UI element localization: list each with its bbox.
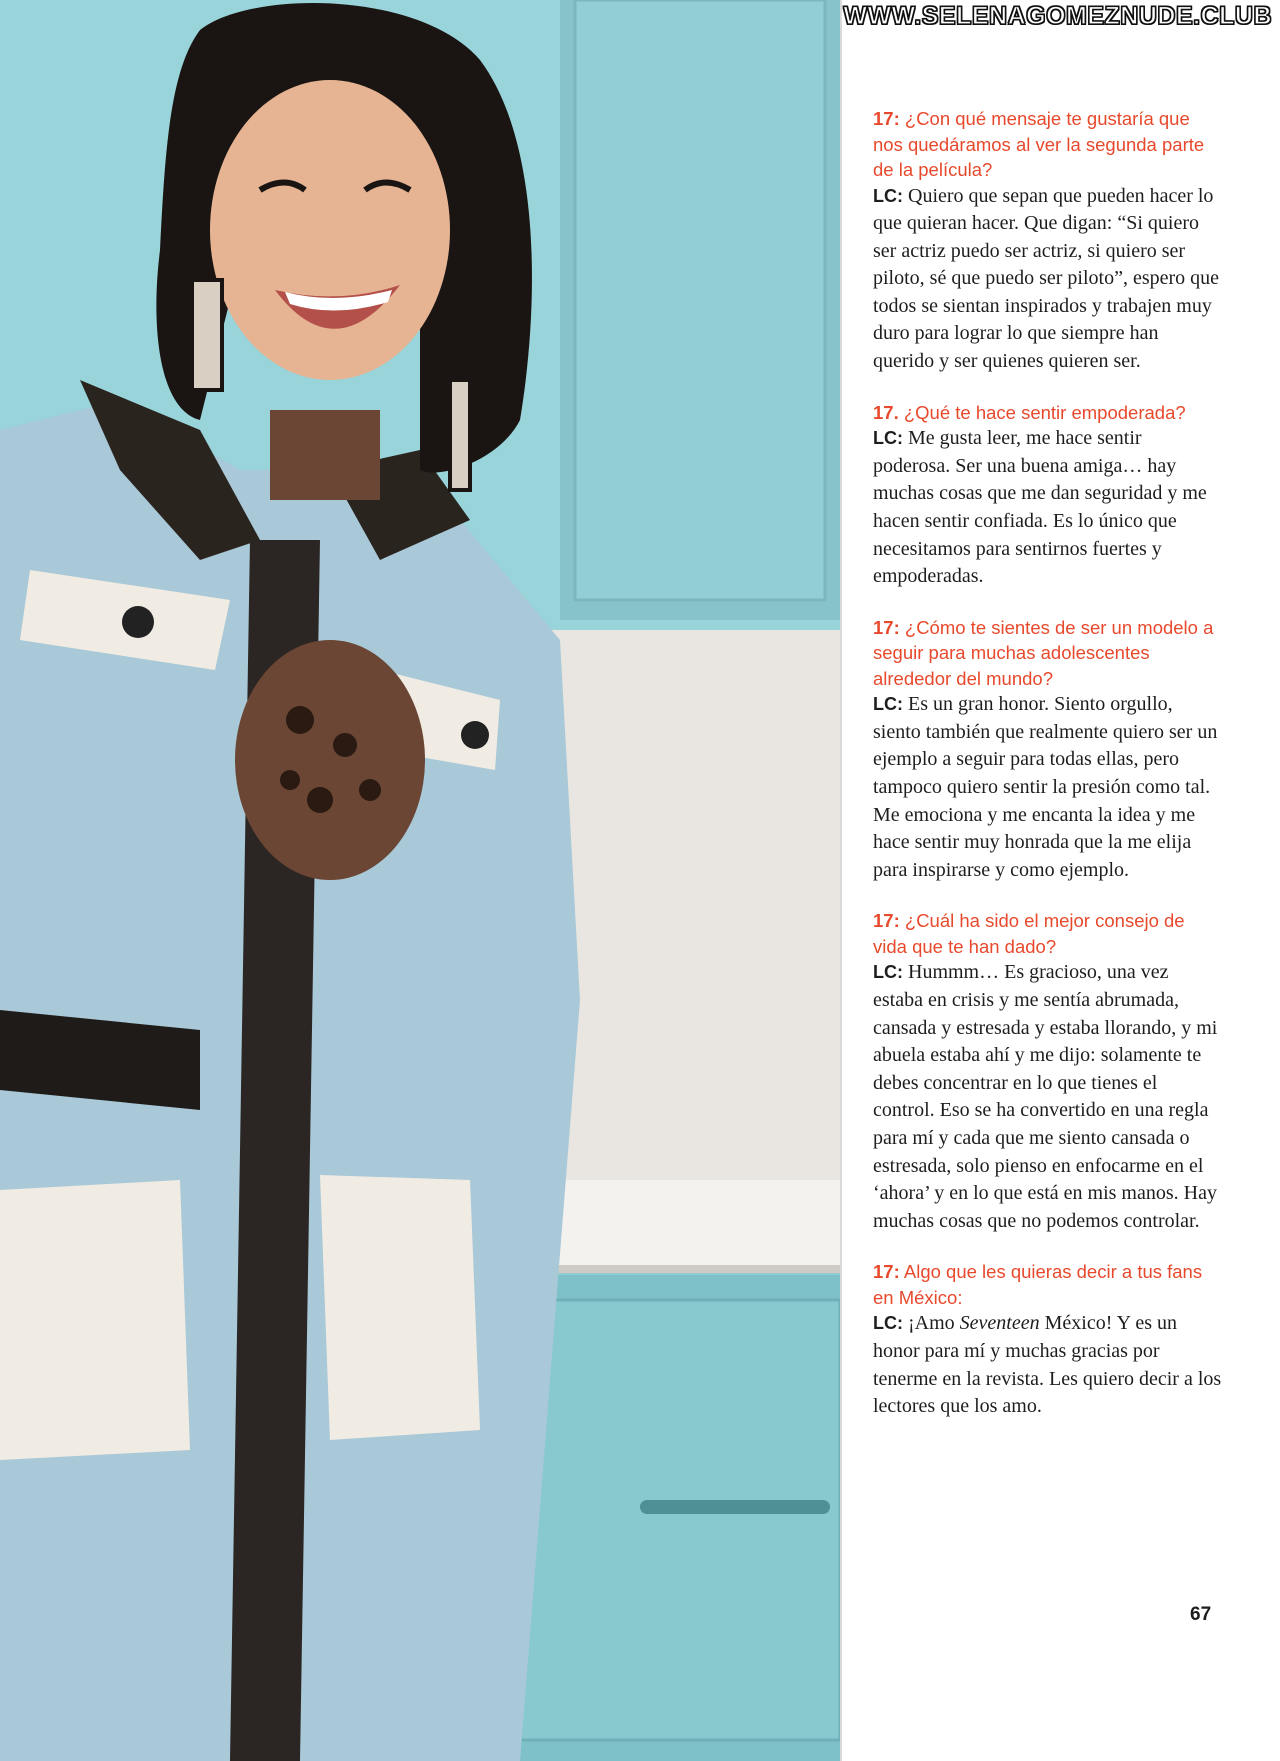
magazine-name: Seventeen — [959, 1312, 1040, 1335]
qa-block — [873, 106, 1223, 376]
question-tag: 17: — [873, 910, 900, 932]
answer — [873, 183, 1223, 376]
question-tag: 17: — [873, 1261, 900, 1283]
answer-text: Es un gran honor. Siento orgullo, siento también que realmente quiero ser un ejemplo a seguir para todas ellas, pero tampoco quiero sentir la presión como tal. Me emociona y me encanta la idea y me hace sentir muy honrada que la me elija para inspirarse y como ejemplo. — [873, 693, 1218, 881]
answer — [873, 425, 1223, 591]
answer-text: México! Y es un honor para mí y muchas gracias por tenerme en la revista. Les quiero decir a los lectores que los amo. — [873, 1312, 1222, 1418]
qa-block — [873, 908, 1223, 1235]
answer-text: Quiero que sepan que pueden hacer lo que quieran hacer. Que digan: “Si quiero ser actriz puedo ser actriz, si quiero ser piloto, sé que puedo ser piloto”, espero que todos se sientan inspirados y trabajen muy duro para lograr lo que siempre han querido y ser quienes quieren ser. — [873, 184, 1220, 373]
answer-text: Hummm… Es gracioso, una vez estaba en crisis y me sentía abrumada, cansada y estresada y estaba llorando, y mi abuela estaba ahí y me dijo: solamente te debes concentrar en lo que tienes el control. Eso se ha convertido en una regla para mí y cada que me siento cansada o estresada, solo pienso en enfocarme en el ‘ahora’ y en lo que está en mis manos. Hay muchas cosas que no podemos controlar. — [873, 961, 1218, 1232]
answer-tag: LC: — [873, 1313, 903, 1334]
question-text: ¿Qué te hace sentir empoderada? — [898, 401, 1186, 423]
question-text: ¿Cómo te sientes de ser un modelo a seguir para muchas adolescentes alrededor del mundo? — [873, 616, 1214, 689]
question-tag: 17: — [873, 616, 900, 638]
answer-tag: LC: — [873, 428, 903, 449]
question-text: ¿Con qué mensaje te gustaría que nos quedáramos al ver la segunda parte de la película? — [873, 108, 1205, 180]
question-text: Algo que les quieras decir a tus fans en México: — [873, 1261, 1203, 1308]
qa-block — [873, 400, 1223, 591]
question-tag: 17. — [873, 401, 899, 423]
question-text: ¿Cuál ha sido el mejor consejo de vida que te han dado? — [873, 910, 1185, 957]
answer-tag: LC: — [873, 185, 903, 206]
qa-block — [873, 1259, 1223, 1420]
question — [873, 400, 1223, 426]
watermark-text: WWW.SELENAGOMEZNUDE.CLUB — [843, 2, 1272, 30]
interview-column — [873, 106, 1223, 1445]
question — [873, 908, 1223, 959]
question — [873, 106, 1223, 183]
page-divider — [840, 0, 842, 1761]
answer — [873, 959, 1223, 1235]
question — [873, 1259, 1223, 1310]
page-number: 67 — [1190, 1604, 1212, 1625]
qa-block — [873, 615, 1223, 885]
answer-tag: LC: — [873, 694, 903, 715]
answer — [873, 691, 1223, 884]
question — [873, 615, 1223, 692]
answer-tag: LC: — [873, 962, 903, 983]
answer — [873, 1310, 1223, 1420]
answer-text: Me gusta leer, me hace sentir poderosa. Ser una buena amiga… hay muchas cosas que me dan seguridad y me hacen sentir confiada. Es lo único que necesitamos para sentirnos fuertes y empoderadas. — [873, 427, 1207, 588]
answer-text: ¡Amo — [903, 1312, 960, 1335]
question-tag: 17: — [873, 108, 900, 129]
